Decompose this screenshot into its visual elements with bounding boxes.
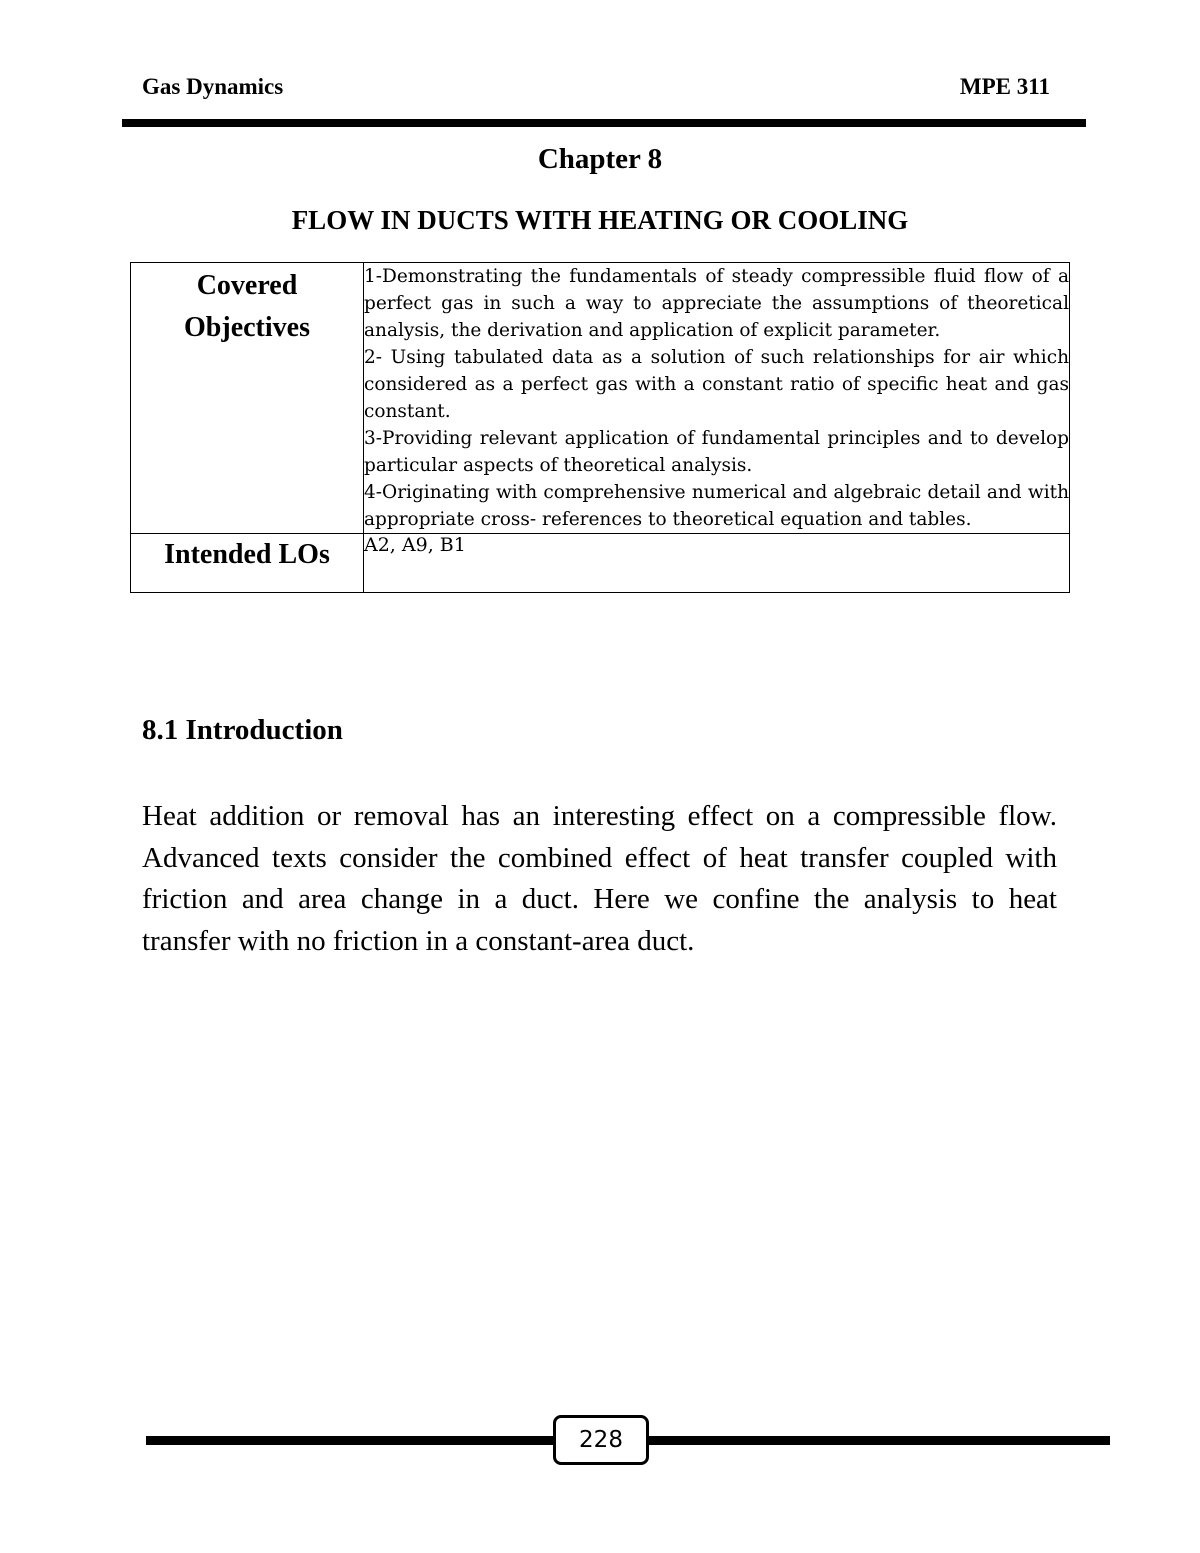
covered-label-line2: Objectives xyxy=(184,312,310,343)
section-heading: 8.1 Introduction xyxy=(142,714,343,746)
running-header-title: Gas Dynamics xyxy=(142,74,284,99)
objective-item-4: 4-Originating with comprehensive numerical and algebraic detail and with appropriate cross- references to theoretical equation and tables. xyxy=(364,482,1069,530)
running-header-course-code: MPE 311 xyxy=(959,74,1050,99)
objectives-list xyxy=(364,263,1070,534)
covered-objectives-row xyxy=(131,263,1070,534)
covered-objectives-label xyxy=(131,263,364,534)
intended-los-value: A2, A9, B1 xyxy=(364,534,1070,593)
objective-item-2: 2- Using tabulated data as a solution of such relationships for air which considered as a perfect gas with a constant ratio of specific heat and gas constant. xyxy=(364,347,1069,422)
section-body-paragraph: Heat addition or removal has an interesting effect on a compressible flow. Advanced texts consider the combined effect of heat transfer coupled with friction and area change in a duct. Here we confine the analysis to heat transfer with no friction in a constant-area duct. xyxy=(142,800,1057,957)
objective-item-3: 3-Providing relevant application of fundamental principles and to develop particular aspects of theoretical analysis. xyxy=(364,428,1069,476)
chapter-title: FLOW IN DUCTS WITH HEATING OR COOLING xyxy=(291,205,909,235)
page-number: 228 xyxy=(553,1415,649,1465)
header-divider xyxy=(122,119,1086,127)
footer-divider-right xyxy=(644,1436,1110,1445)
intended-los-row xyxy=(131,534,1070,593)
intended-los-label: Intended LOs xyxy=(131,534,364,593)
chapter-number: Chapter 8 xyxy=(537,143,663,175)
covered-label-line1: Covered xyxy=(196,270,298,301)
objectives-table xyxy=(130,262,1070,593)
footer-divider-left xyxy=(146,1436,556,1445)
objective-item-1: 1-Demonstrating the fundamentals of steady compressible fluid flow of a perfect gas in such a way to appreciate the assumptions of theoretical analysis, the derivation and application of explicit parameter. xyxy=(364,266,1069,341)
